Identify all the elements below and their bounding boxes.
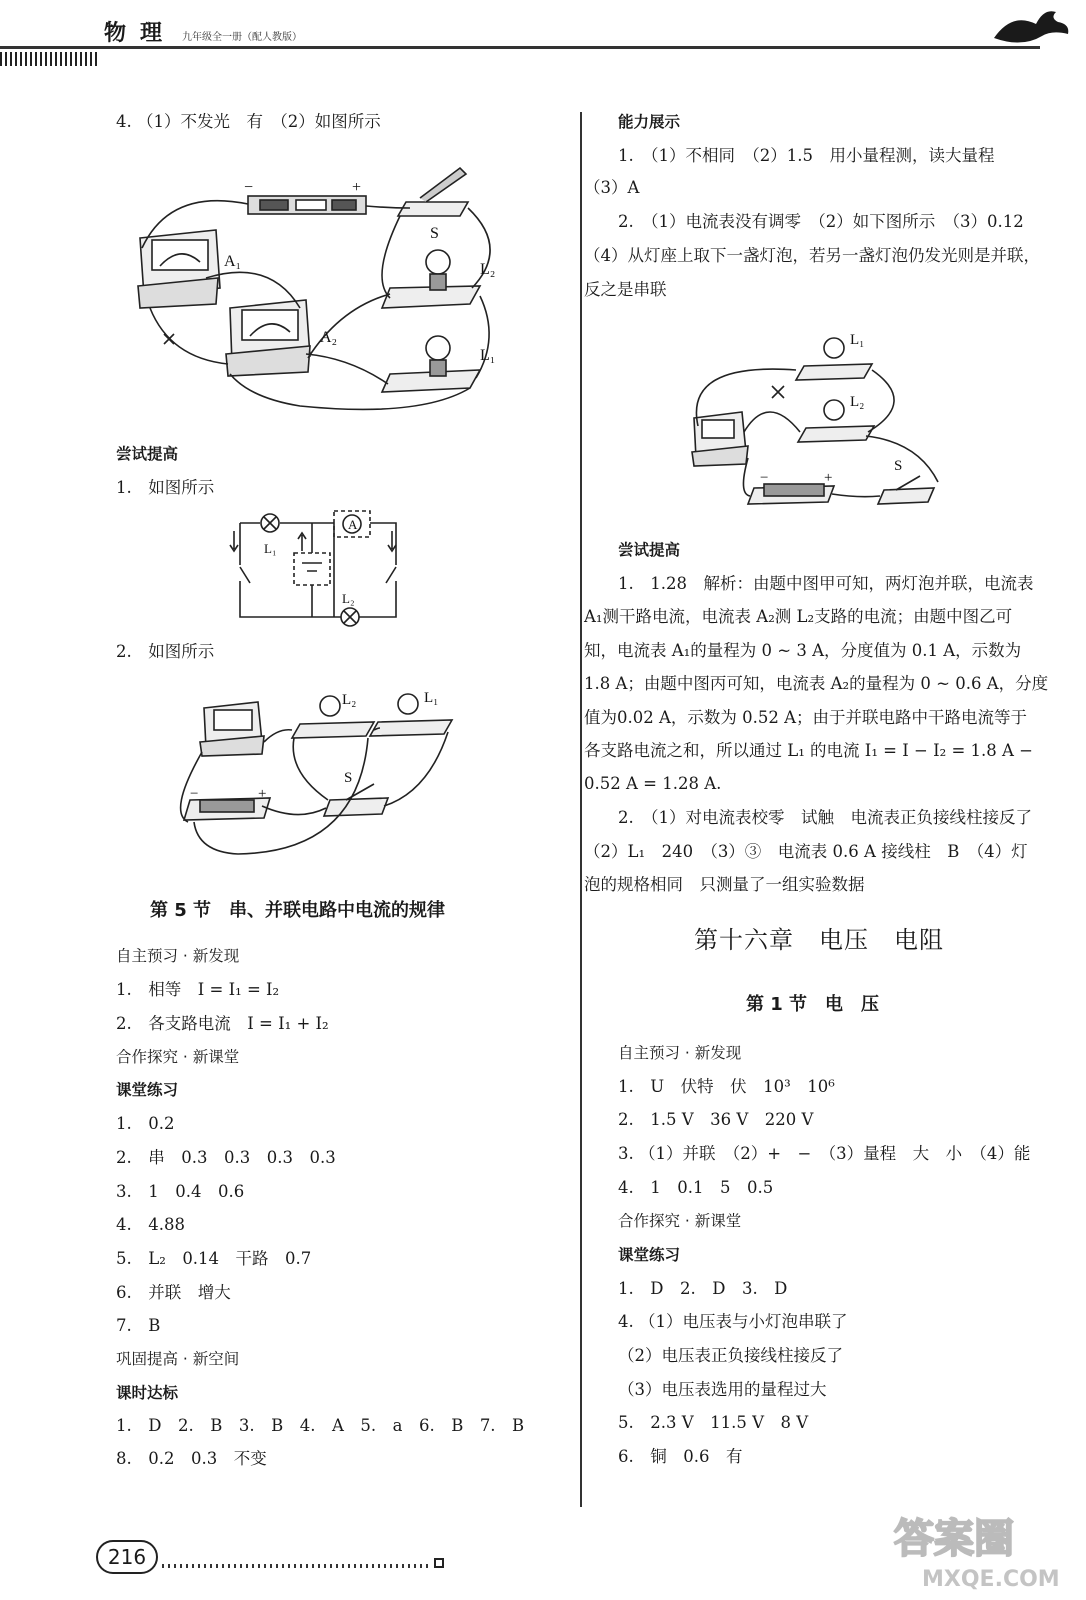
figure-schematic	[222, 505, 414, 633]
preview-answer-1: 1. 相等 I = I₁ = I₂	[116, 980, 280, 999]
class-heading-left: 课堂练习	[116, 1081, 179, 1099]
try-right-2-line-3: 泡的规格相同 只测量了一组实验数据	[584, 875, 865, 894]
consolidate-heading: 巩固提高 · 新空间	[116, 1350, 240, 1368]
fig3-l2-label: L₂	[342, 692, 357, 708]
battery-minus-label: −	[244, 179, 254, 196]
class-answer-6: 6. 并联 增大	[116, 1283, 231, 1302]
ability-heading: 能力展示	[618, 113, 681, 131]
standard-answers-1: 1. D 2. B 3. B 4. A 5. a 6. B 7. B	[116, 1416, 525, 1435]
class-answer-3: 3. 1 0.4 0.6	[116, 1182, 245, 1201]
try-right-line-5: 值为0.02 A，示数为 0.52 A；由于并联电路中干路电流等于	[584, 708, 1028, 727]
schematic-l2-label: L₂	[342, 591, 355, 606]
book-subtitle: 九年级全一册（配人教版）	[182, 32, 302, 43]
watermark-text: 答案圈	[894, 1516, 1014, 1562]
coop-heading-left: 合作探究 · 新课堂	[116, 1048, 240, 1066]
chapter-16-title: 第十六章 电压 电阻	[694, 926, 944, 954]
class-right-5: 5. 2.3 V 11.5 V 8 V	[618, 1413, 809, 1432]
try-right-2-line-1: 2. （1）对电流表校零 试触 电流表正负接线柱接反了	[618, 808, 1032, 827]
class-right-4: （3）电压表选用的量程过大	[618, 1380, 827, 1399]
figure-parallel-circuit	[178, 682, 460, 860]
try-answer-1: 1. 如图所示	[116, 478, 215, 497]
fig3-plus-label: +	[258, 786, 267, 802]
try-right-line-2: A₁测干路电流，电流表 A₂测 L₂支路的电流；由题中图乙可	[584, 607, 1013, 626]
class-right-1: 1. D 2. D 3. D	[618, 1279, 788, 1298]
fig4-l1-label: L₁	[850, 332, 865, 348]
class-right-2: 4. （1）电压表与小灯泡串联了	[618, 1312, 848, 1331]
footer-dots	[162, 1564, 430, 1568]
figure-right-circuit	[688, 322, 950, 512]
ammeter-a2-label: A₂	[320, 329, 338, 346]
ability-answer-2c: 反之是串联	[584, 280, 667, 299]
header-rule	[0, 46, 1040, 49]
try-heading-left: 尝试提高	[116, 445, 179, 463]
schematic-ammeter-label: A	[348, 517, 358, 532]
standard-heading: 课时达标	[116, 1384, 179, 1402]
preview-answer-2: 2. 各支路电流 I = I₁ + I₂	[116, 1014, 329, 1033]
try-right-2-line-2: （2）L₁ 240 （3）③ 电流表 0.6 A 接线柱 B （4）灯	[584, 842, 1028, 861]
switch-label: S	[430, 225, 439, 242]
footer-end-box	[434, 1558, 444, 1568]
ability-answer-1: 1. （1）不相同 （2）1.5 用小量程测，读大量程	[618, 146, 995, 165]
section-1-title: 第 1 节 电 压	[746, 994, 880, 1015]
preview-heading-right: 自主预习 · 新发现	[618, 1044, 742, 1062]
figure-ammeter-circuit	[120, 158, 520, 428]
class-right-6: 6. 铜 0.6 有	[618, 1447, 743, 1466]
preview-heading-left: 自主预习 · 新发现	[116, 947, 240, 965]
watermark-logo	[886, 1504, 1076, 1594]
class-answer-4: 4. 4.88	[116, 1215, 185, 1234]
column-divider	[580, 112, 582, 1507]
class-answer-1: 1. 0.2	[116, 1114, 175, 1133]
answer-q4: 4. （1）不发光 有 （2）如图所示	[116, 112, 381, 131]
lamp-l2-label: L₂	[480, 261, 496, 278]
try-right-line-7: 0.52 A = 1.28 A.	[584, 774, 722, 793]
fig3-l1-label: L₁	[424, 690, 439, 706]
fig3-minus-label: −	[190, 786, 199, 802]
fig4-plus-label: +	[824, 470, 833, 486]
preview-right-4: 4. 1 0.1 5 0.5	[618, 1178, 774, 1197]
bird-logo-icon	[992, 4, 1072, 48]
battery-plus-label: +	[352, 179, 362, 196]
try-right-line-4: 1.8 A；由题中图丙可知，电流表 A₂的量程为 0 ~ 0.6 A，分度	[584, 674, 1049, 693]
ability-answer-2: 2. （1）电流表没有调零 （2）如下图所示 （3）0.12	[618, 212, 1024, 231]
class-answer-2: 2. 串 0.3 0.3 0.3 0.3	[116, 1148, 336, 1167]
ability-answer-1b: （3）A	[584, 178, 640, 197]
try-answer-2: 2. 如图所示	[116, 642, 215, 661]
try-right-line-6: 各支路电流之和，所以通过 L₁ 的电流 I₁ = I − I₂ = 1.8 A −	[584, 741, 1034, 760]
watermark-url: MXQE.COM	[922, 1567, 1060, 1592]
schematic-l1-label: L₁	[264, 541, 277, 556]
section-5-title: 第 5 节 串、并联电路中电流的规律	[150, 900, 446, 921]
preview-right-3: 3. （1）并联 （2）+ − （3）量程 大 小 （4）能	[618, 1144, 1031, 1163]
class-heading-right: 课堂练习	[618, 1246, 681, 1264]
fig4-l2-label: L₂	[850, 394, 865, 410]
try-right-line-3: 知，电流表 A₁的量程为 0 ~ 3 A，分度值为 0.1 A，示数为	[584, 641, 1022, 660]
subject-title: 物理	[104, 20, 177, 46]
ability-answer-2b: （4）从灯座上取下一盏灯泡，若另一盏灯泡仍发光则是并联，	[584, 246, 1040, 265]
fig4-minus-label: −	[760, 470, 769, 486]
class-answer-5: 5. L₂ 0.14 干路 0.7	[116, 1249, 312, 1268]
preview-right-2: 2. 1.5 V 36 V 220 V	[618, 1110, 814, 1129]
header-ticks	[0, 52, 100, 66]
ammeter-a1-label: A₁	[224, 253, 242, 270]
try-heading-right: 尝试提高	[618, 541, 681, 559]
fig3-switch-label: S	[344, 770, 353, 786]
fig4-switch-label: S	[894, 458, 903, 474]
preview-right-1: 1. U 伏特 伏 10³ 10⁶	[618, 1077, 835, 1096]
page-number: 216	[96, 1540, 158, 1574]
class-right-3: （2）电压表正负接线柱接反了	[618, 1346, 843, 1365]
lamp-l1-label: L₁	[480, 347, 496, 364]
standard-answers-2: 8. 0.2 0.3 不变	[116, 1449, 267, 1468]
try-right-line-1: 1. 1.28 解析：由题中图甲可知，两灯泡并联，电流表	[618, 574, 1034, 593]
class-answer-7: 7. B	[116, 1316, 161, 1335]
coop-heading-right: 合作探究 · 新课堂	[618, 1212, 742, 1230]
page-header	[0, 0, 1086, 72]
